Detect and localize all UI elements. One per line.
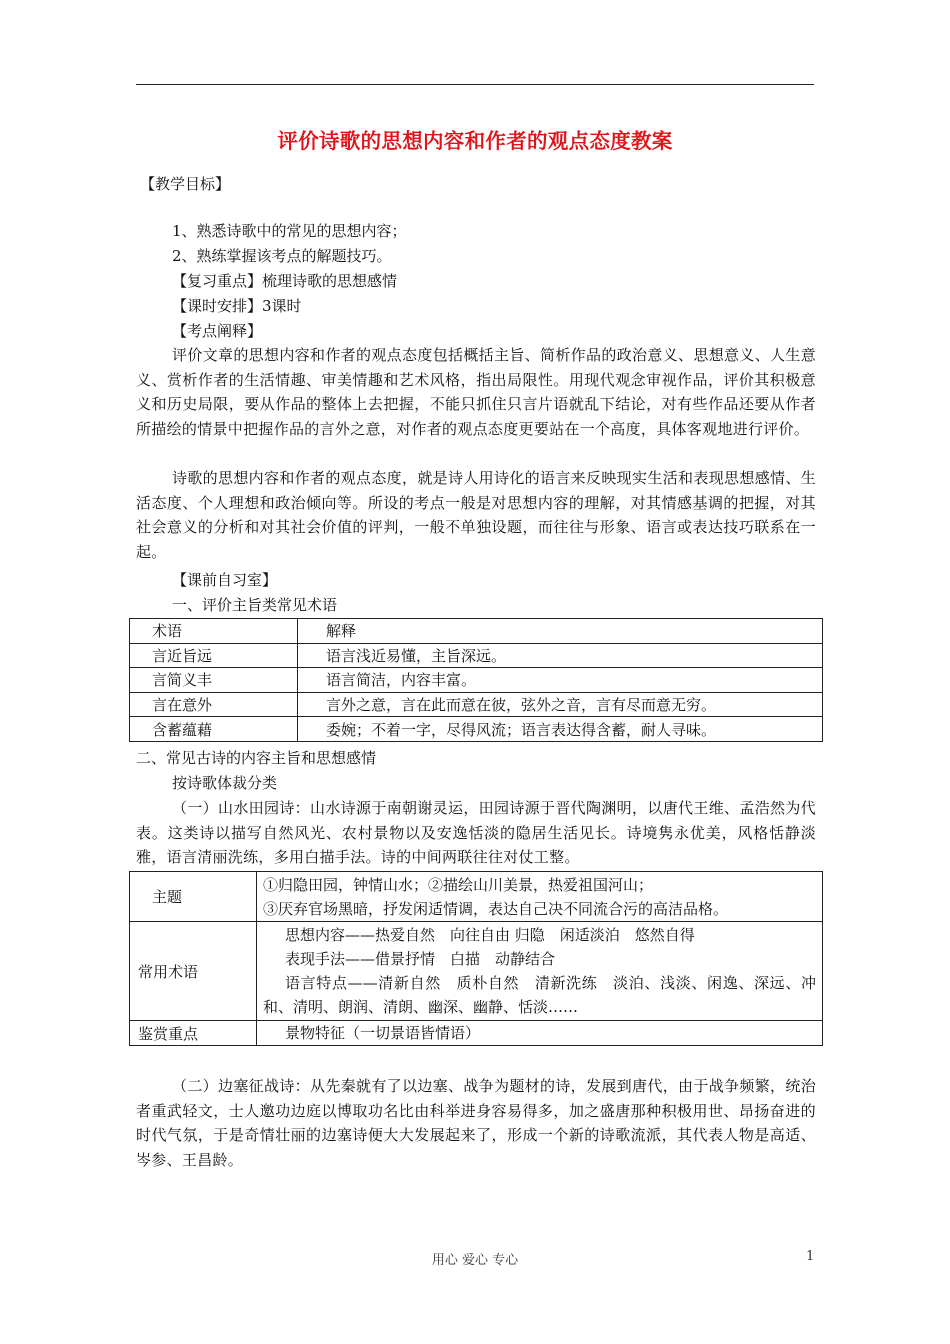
schedule: 【课时安排】3课时	[172, 297, 302, 315]
review-focus: 【复习重点】梳理诗歌的思想感情	[172, 272, 398, 290]
definition-cell: 语言简洁，内容丰富。	[298, 668, 823, 693]
header-rule	[136, 84, 814, 85]
self-study-heading: 【课前自习室】	[172, 571, 278, 589]
table-row	[130, 668, 823, 693]
theme-line: ③厌弃官场黑暗，抒发闲适情调，表达自己决不同流合污的高洁品格。	[263, 899, 729, 918]
paragraph-frontier-poetry: （二）边塞征战诗：从先秦就有了以边塞、战争为题材的诗，发展到唐代，由于战争频繁，统治者重武轻文，士人邀功边庭以博取功名比由科举进身容易得多，加之盛唐那种积极用世、昂扬奋进的时代气氛，于是奇情壮丽的边塞诗便大大发展起来了，形成一个新的诗歌流派，其代表人物是高适、岑参、王昌龄。	[136, 1077, 816, 1169]
theme-label: 主题	[130, 872, 257, 922]
table-header-cell: 术语	[130, 619, 298, 644]
table-row	[130, 1021, 823, 1046]
terms-table	[129, 618, 823, 742]
definition-cell: 委婉；不着一字，尽得风流；语言表达得含蓄，耐人寻味。	[298, 717, 823, 742]
page-title: 评价诗歌的思想内容和作者的观点态度教案	[277, 129, 673, 153]
table-row	[130, 922, 823, 1021]
table-header-cell: 解释	[298, 619, 823, 644]
goal-item-2: 2、熟练掌握该考点的解题技巧。	[172, 247, 392, 265]
landscape-poetry-table	[129, 871, 823, 1046]
terms-cell	[257, 922, 823, 1021]
focus-label: 鉴赏重点	[130, 1021, 257, 1046]
term-cell: 含蓄蕴藉	[130, 717, 298, 742]
focus-cell: 景物特征（一切景语皆情语）	[257, 1021, 823, 1046]
table-row	[130, 717, 823, 742]
table-row	[130, 872, 823, 922]
terms-line: 语言特点——清新自然 质朴自然 清新洗练 淡泊、浅淡、闲逸、深远、冲和、清明、朗润、清朗、幽深、幽静、恬淡……	[263, 974, 816, 1016]
table-header-row	[130, 619, 823, 644]
table-row	[130, 643, 823, 668]
paragraph-landscape-poetry: （一）山水田园诗：山水诗源于南朝谢灵运，田园诗源于晋代陶渊明，以唐代王维、孟浩然为代表。这类诗以描写自然风光、农村景物以及安逸恬淡的隐居生活见长。诗境隽永优美，风格恬静淡雅，语言清丽洗练，多用白描手法。诗的中间两联往往对仗工整。	[136, 799, 816, 867]
term-cell: 言近旨远	[130, 643, 298, 668]
goal-item-1: 1、熟悉诗歌中的常见的思想内容；	[172, 222, 407, 240]
section-2-heading: 二、常见古诗的内容主旨和思想感情	[136, 749, 377, 767]
definition-cell: 语言浅近易懂，主旨深远。	[298, 643, 823, 668]
terms-line: 表现手法——借景抒情 白描 动静结合	[285, 950, 556, 968]
terms-label: 常用术语	[130, 922, 257, 1021]
terms-line: 思想内容——热爱自然 向往自由 归隐 闲适淡泊 悠然自得	[285, 926, 695, 944]
definition-cell: 言外之意，言在此而意在彼，弦外之音，言有尽而意无穷。	[298, 692, 823, 717]
footer-motto: 用心 爱心 专心	[431, 1253, 519, 1268]
explain-heading: 【考点阐释】	[172, 322, 263, 340]
genre-subheading: 按诗歌体裁分类	[172, 774, 278, 792]
page-number: 1	[806, 1249, 815, 1264]
section-1-heading: 一、评价主旨类常见术语	[172, 596, 338, 614]
theme-line: ①归隐田园，钟情山水；②描绘山川美景，热爱祖国河山；	[263, 875, 654, 894]
theme-cell	[257, 872, 823, 922]
goal-heading: 【教学目标】	[140, 175, 231, 193]
paragraph-explanation-2: 诗歌的思想内容和作者的观点态度，就是诗人用诗化的语言来反映现实生活和表现思想感情、生活态度、个人理想和政治倾向等。所设的考点一般是对思想内容的理解，对其情感基调的把握，对其社会意义的分析和对其社会价值的评判，一般不单独设题，而往往与形象、语言或表达技巧联系在一起。	[136, 469, 816, 561]
paragraph-explanation-1: 评价文章的思想内容和作者的观点态度包括概括主旨、简析作品的政治意义、思想意义、人生意义、赏析作者的生活情趣、审美情趣和艺术风格，指出局限性。用现代观念审视作品，评价其积极意义和历史局限，要从作品的整体上去把握，不能只抓住只言片语就乱下结论，对有些作品还要从作者所描绘的情景中把握作品的言外之意，对作者的观点态度更要站在一个高度，具体客观地进行评价。	[136, 346, 816, 438]
term-cell: 言简义丰	[130, 668, 298, 693]
table-row	[130, 692, 823, 717]
term-cell: 言在意外	[130, 692, 298, 717]
